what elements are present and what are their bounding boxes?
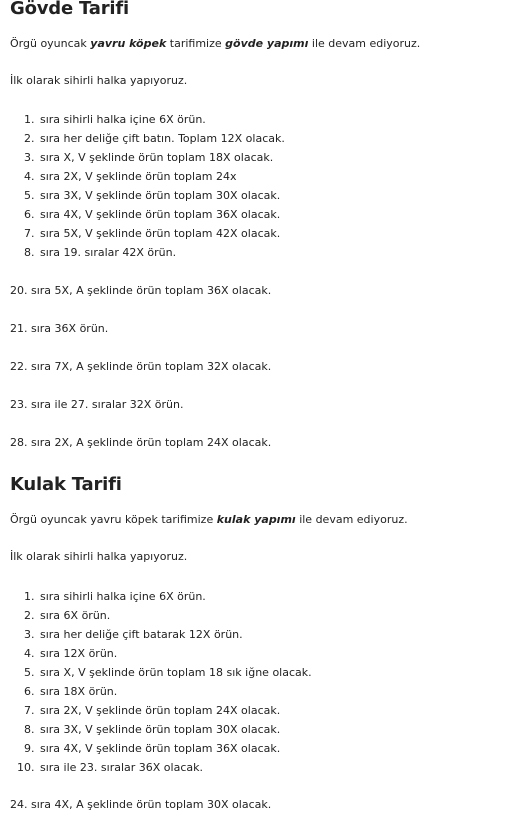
section-title-kulak: Kulak Tarifi	[10, 474, 122, 495]
kulak-intro-bold: kulak yapımı	[216, 513, 296, 526]
list-item: 4. sıra 12X örün.	[38, 644, 312, 663]
kulak-intro-post: ile devam ediyoruz.	[295, 513, 408, 526]
govde-intro-pre: Örgü oyuncak	[10, 37, 91, 50]
govde-row-paragraph: 20. sıra 5X, A şeklinde örün toplam 36X olacak.	[10, 284, 272, 297]
govde-intro-bold-2: gövde yapımı	[225, 37, 309, 50]
govde-intro	[10, 37, 420, 51]
list-item: 4. sıra 2X, V şeklinde örün toplam 24x	[38, 167, 285, 186]
govde-intro-bold-1: yavru köpek	[90, 37, 167, 50]
list-item: 1. sıra sihirli halka içine 6X örün.	[38, 110, 285, 129]
list-item: 10. sıra ile 23. sıralar 36X olacak.	[38, 758, 312, 777]
list-item: 9. sıra 4X, V şeklinde örün toplam 36X olacak.	[38, 739, 312, 758]
list-item: 5. sıra 3X, V şeklinde örün toplam 30X olacak.	[38, 186, 285, 205]
list-item: 3. sıra her deliğe çift batarak 12X örün.	[38, 625, 312, 644]
govde-row-paragraph: 22. sıra 7X, A şeklinde örün toplam 32X olacak.	[10, 360, 272, 373]
list-item: 5. sıra X, V şeklinde örün toplam 18 sık iğne olacak.	[38, 663, 312, 682]
kulak-steps-list	[10, 587, 312, 777]
list-item: 6. sıra 18X örün.	[38, 682, 312, 701]
govde-start-text: İlk olarak sihirli halka yapıyoruz.	[10, 74, 188, 87]
list-item: 7. sıra 2X, V şeklinde örün toplam 24X olacak.	[38, 701, 312, 720]
kulak-row-paragraph: 24. sıra 4X, A şeklinde örün toplam 30X olacak.	[10, 798, 272, 811]
list-item: 1. sıra sihirli halka içine 6X örün.	[38, 587, 312, 606]
list-item: 6. sıra 4X, V şeklinde örün toplam 36X olacak.	[38, 205, 285, 224]
list-item: 7. sıra 5X, V şeklinde örün toplam 42X olacak.	[38, 224, 285, 243]
section-title-govde: Gövde Tarifi	[10, 0, 129, 19]
list-item: 2. sıra 6X örün.	[38, 606, 312, 625]
govde-intro-mid: tarifimize	[166, 37, 226, 50]
list-item: 2. sıra her deliğe çift batın. Toplam 12X olacak.	[38, 129, 285, 148]
list-item: 8. sıra 3X, V şeklinde örün toplam 30X olacak.	[38, 720, 312, 739]
govde-row-paragraph: 21. sıra 36X örün.	[10, 322, 109, 335]
govde-intro-post: ile devam ediyoruz.	[308, 37, 421, 50]
kulak-intro	[10, 513, 408, 527]
kulak-start-text: İlk olarak sihirli halka yapıyoruz.	[10, 550, 188, 563]
list-item: 8. sıra 19. sıralar 42X örün.	[38, 243, 285, 262]
list-item: 3. sıra X, V şeklinde örün toplam 18X olacak.	[38, 148, 285, 167]
govde-row-paragraph: 23. sıra ile 27. sıralar 32X örün.	[10, 398, 184, 411]
kulak-intro-pre: Örgü oyuncak yavru köpek tarifimize	[10, 513, 217, 526]
govde-steps-list	[10, 110, 285, 262]
govde-row-paragraph: 28. sıra 2X, A şeklinde örün toplam 24X olacak.	[10, 436, 272, 449]
